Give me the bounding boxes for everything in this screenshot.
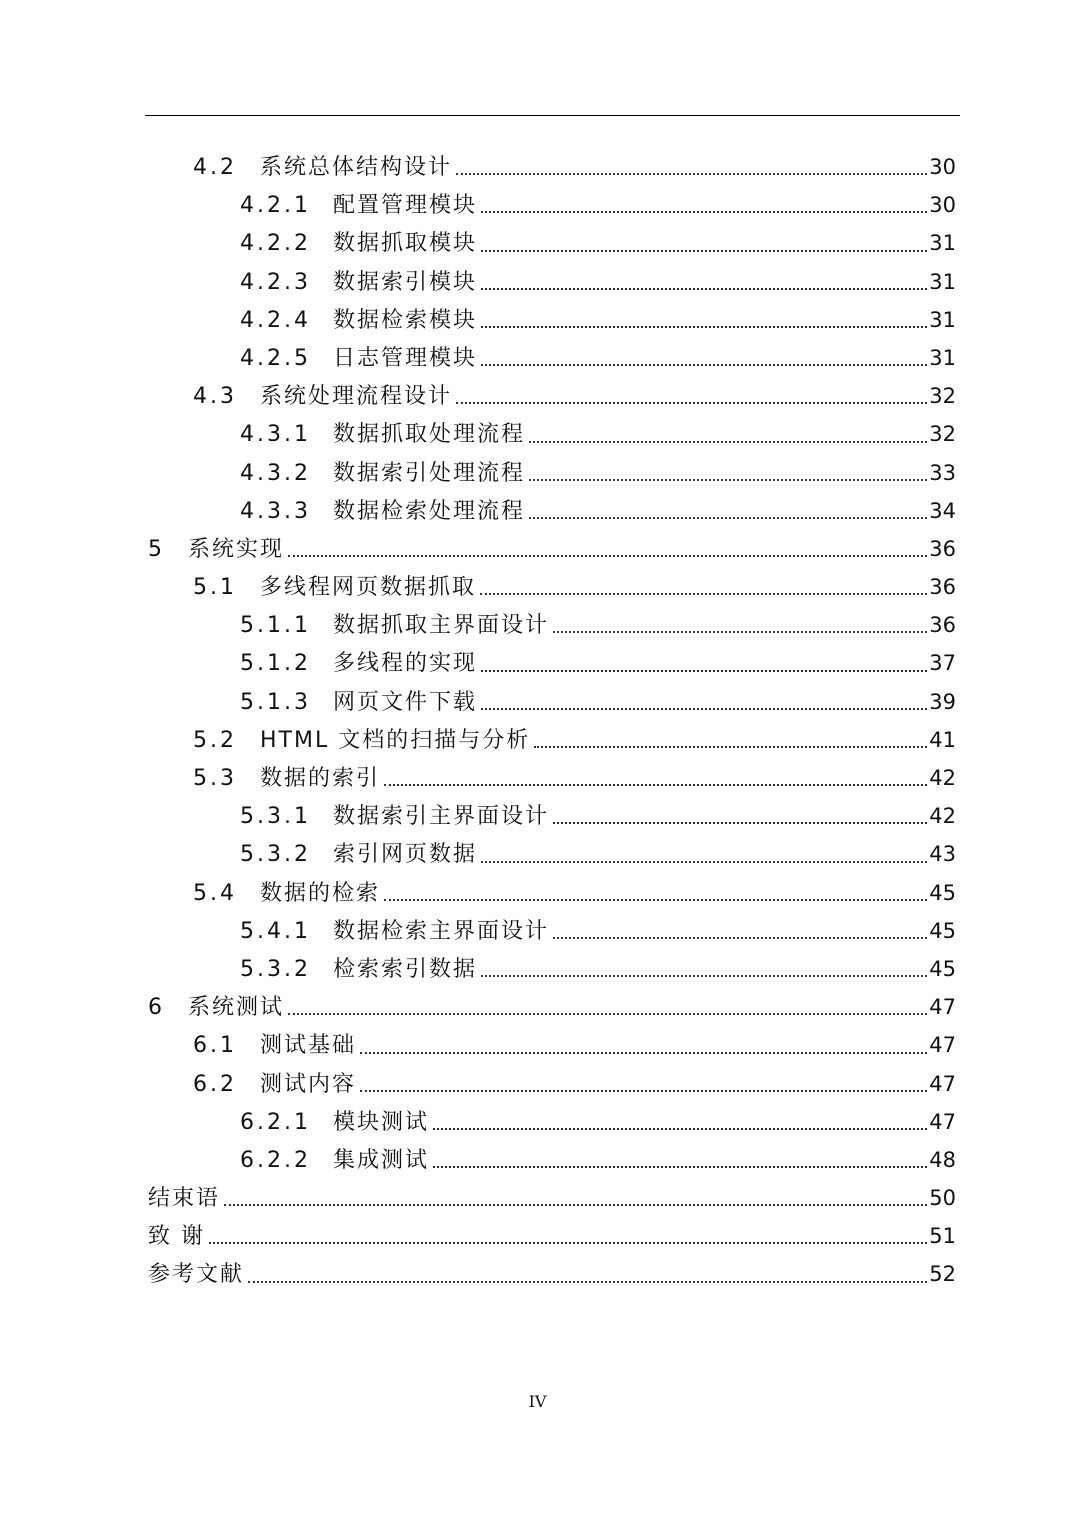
page-number: IV [528, 1392, 547, 1411]
dot-leader [360, 1026, 927, 1064]
toc-entry-title: 数据的索引 [260, 766, 381, 791]
toc-entry[interactable] [148, 912, 956, 950]
dot-leader [481, 339, 927, 377]
dot-leader [288, 988, 927, 1026]
toc-entry-page: 36 [929, 613, 956, 638]
toc-entry-title: 结束语 [148, 1186, 221, 1212]
toc-entry[interactable] [148, 1217, 956, 1255]
toc-entry-number: 5.3.2 [240, 842, 311, 868]
dot-leader [209, 1217, 927, 1255]
toc-entry-title: 数据抓取主界面设计 [333, 613, 550, 639]
toc-entry-page: 31 [929, 231, 956, 256]
toc-entry[interactable] [148, 492, 956, 530]
toc-entry[interactable] [148, 568, 956, 606]
dot-leader [384, 874, 927, 912]
toc-entry-title: 数据检索模块 [333, 307, 478, 333]
dot-leader [481, 186, 927, 224]
toc-entry-number: 5.4 [193, 880, 237, 906]
toc-entry-title: 系统测试 [188, 995, 285, 1021]
toc-entry-page: 47 [929, 1071, 956, 1096]
toc-entry-number: 5.3.2 [240, 956, 311, 982]
dot-leader [481, 224, 927, 262]
toc-entry-page: 42 [929, 766, 956, 790]
toc-entry-page: 47 [929, 1109, 956, 1134]
toc-entry-title: 模块测试 [333, 1109, 430, 1135]
toc-entry-page: 31 [929, 269, 956, 294]
toc-entry[interactable] [148, 530, 956, 568]
dot-leader [534, 721, 927, 759]
toc-entry-number: 5 [148, 536, 165, 562]
toc-entry[interactable] [148, 721, 956, 759]
toc-entry-number: 4.3.3 [240, 498, 311, 524]
toc-entry[interactable] [148, 415, 956, 453]
toc-entry-number: 4.3.1 [240, 422, 311, 448]
toc-entry-title: 致 谢 [148, 1224, 205, 1250]
toc-entry-page: 50 [929, 1186, 956, 1211]
toc-entry[interactable] [148, 454, 956, 492]
toc-entry-title: 系统总体结构设计 [260, 155, 453, 180]
dot-leader [553, 912, 927, 950]
toc-entry-number: 5.1 [193, 575, 237, 601]
toc-entry[interactable] [148, 224, 956, 262]
toc-entry-page: 33 [929, 460, 956, 485]
toc-entry[interactable] [148, 339, 956, 377]
toc-entry-number: 5.1.1 [240, 613, 311, 639]
dot-leader [481, 835, 927, 873]
header-rule [145, 115, 960, 116]
toc-entry-number: 4.3 [193, 384, 237, 410]
dot-leader [529, 454, 927, 492]
toc-entry-page: 30 [929, 193, 956, 218]
toc-entry-page: 45 [929, 918, 956, 943]
toc-entry-title: 数据索引模块 [333, 269, 478, 295]
dot-leader [288, 530, 927, 568]
dot-leader [481, 644, 927, 682]
toc-entry-title: 数据检索主界面设计 [333, 918, 550, 944]
toc-entry[interactable] [148, 301, 956, 339]
toc-entry-page: 31 [929, 307, 956, 332]
toc-entry-number: 4.3.2 [240, 460, 311, 486]
toc-entry-title: 数据索引处理流程 [333, 460, 526, 486]
toc-entry-number: 4.2.1 [240, 193, 311, 219]
toc-entry-number: 6.1 [193, 1033, 237, 1059]
dot-leader [480, 568, 927, 606]
dot-leader [481, 950, 927, 988]
toc-entry-number: 6.2.2 [240, 1147, 311, 1173]
toc-entry-page: 42 [929, 804, 956, 829]
toc-entry-number: 4.2 [193, 155, 237, 180]
toc-entry[interactable] [148, 950, 956, 988]
toc-entry-page: 32 [929, 422, 956, 447]
dot-leader [384, 759, 927, 797]
toc-entry[interactable] [148, 759, 956, 797]
toc-entry-page: 48 [929, 1147, 956, 1172]
dot-leader [456, 377, 927, 415]
dot-leader [481, 301, 927, 339]
dot-leader [529, 415, 927, 453]
toc-entry[interactable] [148, 874, 956, 912]
dot-leader [481, 263, 927, 301]
toc-entry-number: 4.2.4 [240, 307, 311, 333]
toc-entry-number: 5.1.3 [240, 689, 311, 715]
toc-entry[interactable] [148, 377, 956, 415]
toc-entry[interactable] [148, 1026, 956, 1064]
dot-leader [553, 606, 927, 644]
dot-leader [360, 1065, 927, 1103]
toc-entry-number: 5.3 [193, 766, 237, 791]
toc-entry[interactable] [148, 148, 956, 186]
toc-entry-title: 网页文件下载 [333, 689, 478, 715]
toc-entry-title: 数据的检索 [260, 880, 381, 906]
toc-entry-page: 45 [929, 956, 956, 981]
toc-entry-title: 数据检索处理流程 [333, 498, 526, 524]
toc-entry[interactable] [148, 186, 956, 224]
toc-entry[interactable] [148, 988, 956, 1026]
toc-entry-title: 系统实现 [188, 536, 285, 562]
toc-entry-number: 4.2.3 [240, 269, 311, 295]
dot-leader [456, 148, 927, 186]
toc-entry-title: 数据抓取处理流程 [333, 422, 526, 448]
toc-entry-title: 参考文献 [148, 1262, 245, 1288]
toc-entry-number: 6.2 [193, 1071, 237, 1097]
toc-entry-page: 34 [929, 498, 956, 523]
toc-entry[interactable] [148, 683, 956, 721]
toc-entry-number: 6 [148, 995, 165, 1021]
toc-entry-page: 45 [929, 880, 956, 905]
toc-entry[interactable] [148, 263, 956, 301]
toc-entry[interactable] [148, 606, 956, 644]
toc-entry-title: 数据索引主界面设计 [333, 804, 550, 830]
toc-entry-title: 数据抓取模块 [333, 231, 478, 257]
toc-entry[interactable] [148, 1179, 956, 1217]
toc-entry-number: 4.2.2 [240, 231, 311, 257]
table-of-contents [148, 148, 956, 1294]
toc-entry-page: 52 [929, 1262, 956, 1287]
toc-entry-page: 37 [929, 651, 956, 676]
toc-entry-title: 系统处理流程设计 [260, 384, 453, 410]
toc-entry-page: 47 [929, 995, 956, 1020]
toc-entry-number: 5.3.1 [240, 804, 311, 830]
toc-entry-title: 多线程的实现 [333, 651, 478, 677]
toc-entry-number: 5.2 [193, 727, 237, 753]
toc-entry-number: 5.4.1 [240, 918, 311, 944]
toc-entry-title: HTML 文档的扫描与分析 [260, 727, 531, 753]
toc-entry-page: 36 [929, 536, 956, 561]
toc-entry-title: 测试基础 [260, 1033, 357, 1059]
toc-entry[interactable] [148, 835, 956, 873]
toc-entry-number: 6.2.1 [240, 1109, 311, 1135]
toc-entry-page: 36 [929, 575, 956, 600]
toc-entry[interactable] [148, 797, 956, 835]
toc-entry-number: 5.1.2 [240, 651, 311, 677]
dot-leader [433, 1103, 927, 1141]
toc-entry-title: 检索索引数据 [333, 956, 478, 982]
toc-entry-page: 31 [929, 345, 956, 370]
toc-entry-page: 47 [929, 1033, 956, 1058]
dot-leader [248, 1255, 927, 1293]
toc-entry-page: 32 [929, 384, 956, 409]
dot-leader [529, 492, 927, 530]
toc-entry[interactable] [148, 1255, 956, 1293]
toc-entry-page: 41 [929, 727, 956, 752]
toc-entry-title: 多线程网页数据抓取 [260, 575, 477, 601]
toc-entry[interactable] [148, 1141, 956, 1179]
toc-entry-title: 日志管理模块 [333, 345, 478, 371]
toc-entry[interactable] [148, 1103, 956, 1141]
dot-leader [433, 1141, 927, 1179]
toc-entry-title: 配置管理模块 [333, 193, 478, 219]
toc-entry-title: 索引网页数据 [333, 842, 478, 868]
dot-leader [224, 1179, 927, 1217]
dot-leader [481, 683, 927, 721]
toc-entry[interactable] [148, 644, 956, 682]
toc-entry-page: 30 [929, 155, 956, 179]
toc-entry-page: 51 [929, 1224, 956, 1249]
toc-entry-title: 集成测试 [333, 1147, 430, 1173]
toc-entry-page: 43 [929, 842, 956, 867]
dot-leader [553, 797, 927, 835]
toc-entry-page: 39 [929, 689, 956, 714]
toc-entry-number: 4.2.5 [240, 345, 311, 371]
toc-entry[interactable] [148, 1065, 956, 1103]
toc-entry-title: 测试内容 [260, 1071, 357, 1097]
